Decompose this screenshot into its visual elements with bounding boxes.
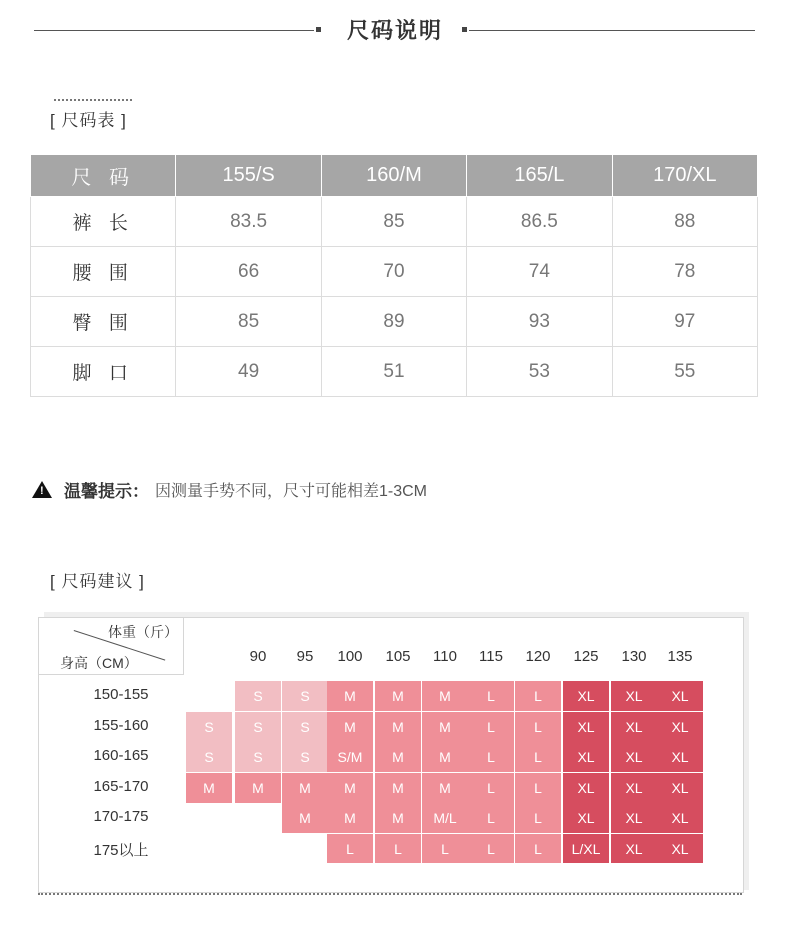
- size-cell: L: [375, 834, 421, 863]
- size-cell: XL: [563, 712, 609, 742]
- size-cell: M: [375, 803, 421, 833]
- size-cell: L: [515, 681, 561, 711]
- size-cell: S: [235, 712, 281, 742]
- size-cell: XL: [611, 773, 657, 803]
- size-cell: XL: [563, 803, 609, 833]
- size-cell: M: [327, 773, 373, 803]
- weight-label: 120: [525, 648, 551, 665]
- table-cell: 89: [321, 297, 466, 347]
- table-cell: 86.5: [467, 197, 612, 247]
- size-cell: M: [282, 773, 328, 803]
- size-cell: S: [186, 712, 232, 742]
- size-cell: S/M: [327, 742, 373, 772]
- table-cell: 83.5: [176, 197, 321, 247]
- weight-label: 100: [337, 648, 363, 665]
- size-cell: M: [186, 773, 232, 803]
- size-cell: XL: [563, 773, 609, 803]
- row-label: 脚 口: [31, 347, 176, 397]
- table-cell: 93: [467, 297, 612, 347]
- size-cell: M: [375, 773, 421, 803]
- size-cell: S: [235, 681, 281, 711]
- table-cell: 74: [467, 247, 612, 297]
- size-cell: L: [327, 834, 373, 863]
- size-cell: M: [282, 803, 328, 833]
- height-label: 175以上: [93, 842, 149, 859]
- size-cell: M: [327, 803, 373, 833]
- column-header: 尺 码: [31, 155, 176, 197]
- size-cell: S: [282, 681, 328, 711]
- weight-label: 90: [249, 648, 267, 665]
- size-chart-dots: [54, 99, 132, 101]
- weight-label: 110: [433, 648, 457, 665]
- row-label: 腰 围: [31, 247, 176, 297]
- size-cell: L: [515, 742, 561, 772]
- header-dot-right: [462, 27, 467, 32]
- size-cell: S: [235, 742, 281, 772]
- height-label: 170-175: [93, 808, 149, 825]
- size-cell: L: [468, 803, 514, 833]
- table-row: [31, 247, 758, 297]
- size-cell: L: [515, 803, 561, 833]
- size-cell: M: [422, 712, 468, 742]
- size-cell: L: [468, 712, 514, 742]
- size-cell: M: [375, 681, 421, 711]
- tip-text: 因测量手势不同，尺寸可能相差1-3CM: [155, 483, 428, 500]
- size-cell: XL: [657, 742, 703, 772]
- column-header: 165/L: [467, 155, 612, 197]
- tip-label: 温馨提示：: [64, 482, 149, 501]
- table-row: [31, 347, 758, 397]
- size-cell: XL: [657, 681, 703, 711]
- table-cell: 88: [612, 197, 757, 247]
- size-cell: M/L: [422, 803, 468, 833]
- table-cell: 53: [467, 347, 612, 397]
- weight-label: 125: [573, 648, 599, 665]
- size-cell: XL: [611, 742, 657, 772]
- table-cell: 97: [612, 297, 757, 347]
- size-cell: M: [375, 712, 421, 742]
- weight-label: 130: [621, 648, 647, 665]
- page-title: 尺码说明: [346, 18, 443, 43]
- column-header: 155/S: [176, 155, 321, 197]
- size-cell: L: [515, 834, 561, 863]
- size-cell: L: [468, 773, 514, 803]
- size-cell: M: [235, 773, 281, 803]
- size-cell: S: [282, 742, 328, 772]
- table-cell: 51: [321, 347, 466, 397]
- row-label: 臀 围: [31, 297, 176, 347]
- size-cell: L: [515, 712, 561, 742]
- size-cell: XL: [657, 803, 703, 833]
- warning-icon: !: [32, 481, 52, 498]
- size-table: [30, 154, 758, 397]
- column-header: 160/M: [321, 155, 466, 197]
- size-cell: M: [375, 742, 421, 772]
- size-cell: XL: [611, 834, 657, 863]
- weight-label: 115: [479, 648, 503, 665]
- height-label: 150-155: [93, 686, 149, 703]
- table-cell: 85: [321, 197, 466, 247]
- size-cell: L: [422, 834, 468, 863]
- size-cell: S: [282, 712, 328, 742]
- header-rule-right: [469, 30, 755, 31]
- table-cell: 85: [176, 297, 321, 347]
- weight-label: 135: [667, 648, 693, 665]
- table-cell: 66: [176, 247, 321, 297]
- size-cell: L: [468, 681, 514, 711]
- size-cell: XL: [563, 681, 609, 711]
- table-cell: 49: [176, 347, 321, 397]
- size-cell: L: [468, 742, 514, 772]
- size-cell: M: [422, 742, 468, 772]
- size-cell: M: [422, 681, 468, 711]
- size-table-header: [31, 155, 758, 197]
- size-cell: XL: [657, 834, 703, 863]
- tip-notice: [32, 477, 427, 502]
- table-cell: 78: [612, 247, 757, 297]
- weight-label: 95: [296, 648, 314, 665]
- size-cell: XL: [611, 712, 657, 742]
- table-cell: 55: [612, 347, 757, 397]
- recommendation-label: [ 尺码建议 ]: [50, 572, 145, 591]
- size-chart-label: [ 尺码表 ]: [50, 111, 127, 130]
- size-cell: L/XL: [563, 834, 609, 863]
- size-cell: L: [515, 773, 561, 803]
- size-cell: XL: [611, 681, 657, 711]
- recommendation-dots: [38, 893, 742, 895]
- weight-axis-title: 体重（斤）: [108, 624, 178, 640]
- size-cell: M: [422, 773, 468, 803]
- height-label: 165-170: [93, 778, 149, 795]
- size-cell: M: [327, 681, 373, 711]
- size-cell: XL: [657, 773, 703, 803]
- height-axis-title: 身高（CM）: [60, 655, 138, 671]
- size-cell: XL: [563, 742, 609, 772]
- size-cell: M: [327, 712, 373, 742]
- size-cell: XL: [611, 803, 657, 833]
- height-label: 160-165: [93, 747, 149, 764]
- size-cell: XL: [657, 712, 703, 742]
- table-cell: 70: [321, 247, 466, 297]
- row-label: 裤 长: [31, 197, 176, 247]
- table-row: [31, 197, 758, 247]
- table-row: [31, 297, 758, 347]
- height-label: 155-160: [93, 717, 149, 734]
- size-cell: S: [186, 742, 232, 772]
- weight-label: 105: [385, 648, 411, 665]
- size-cell: L: [468, 834, 514, 863]
- column-header: 170/XL: [612, 155, 757, 197]
